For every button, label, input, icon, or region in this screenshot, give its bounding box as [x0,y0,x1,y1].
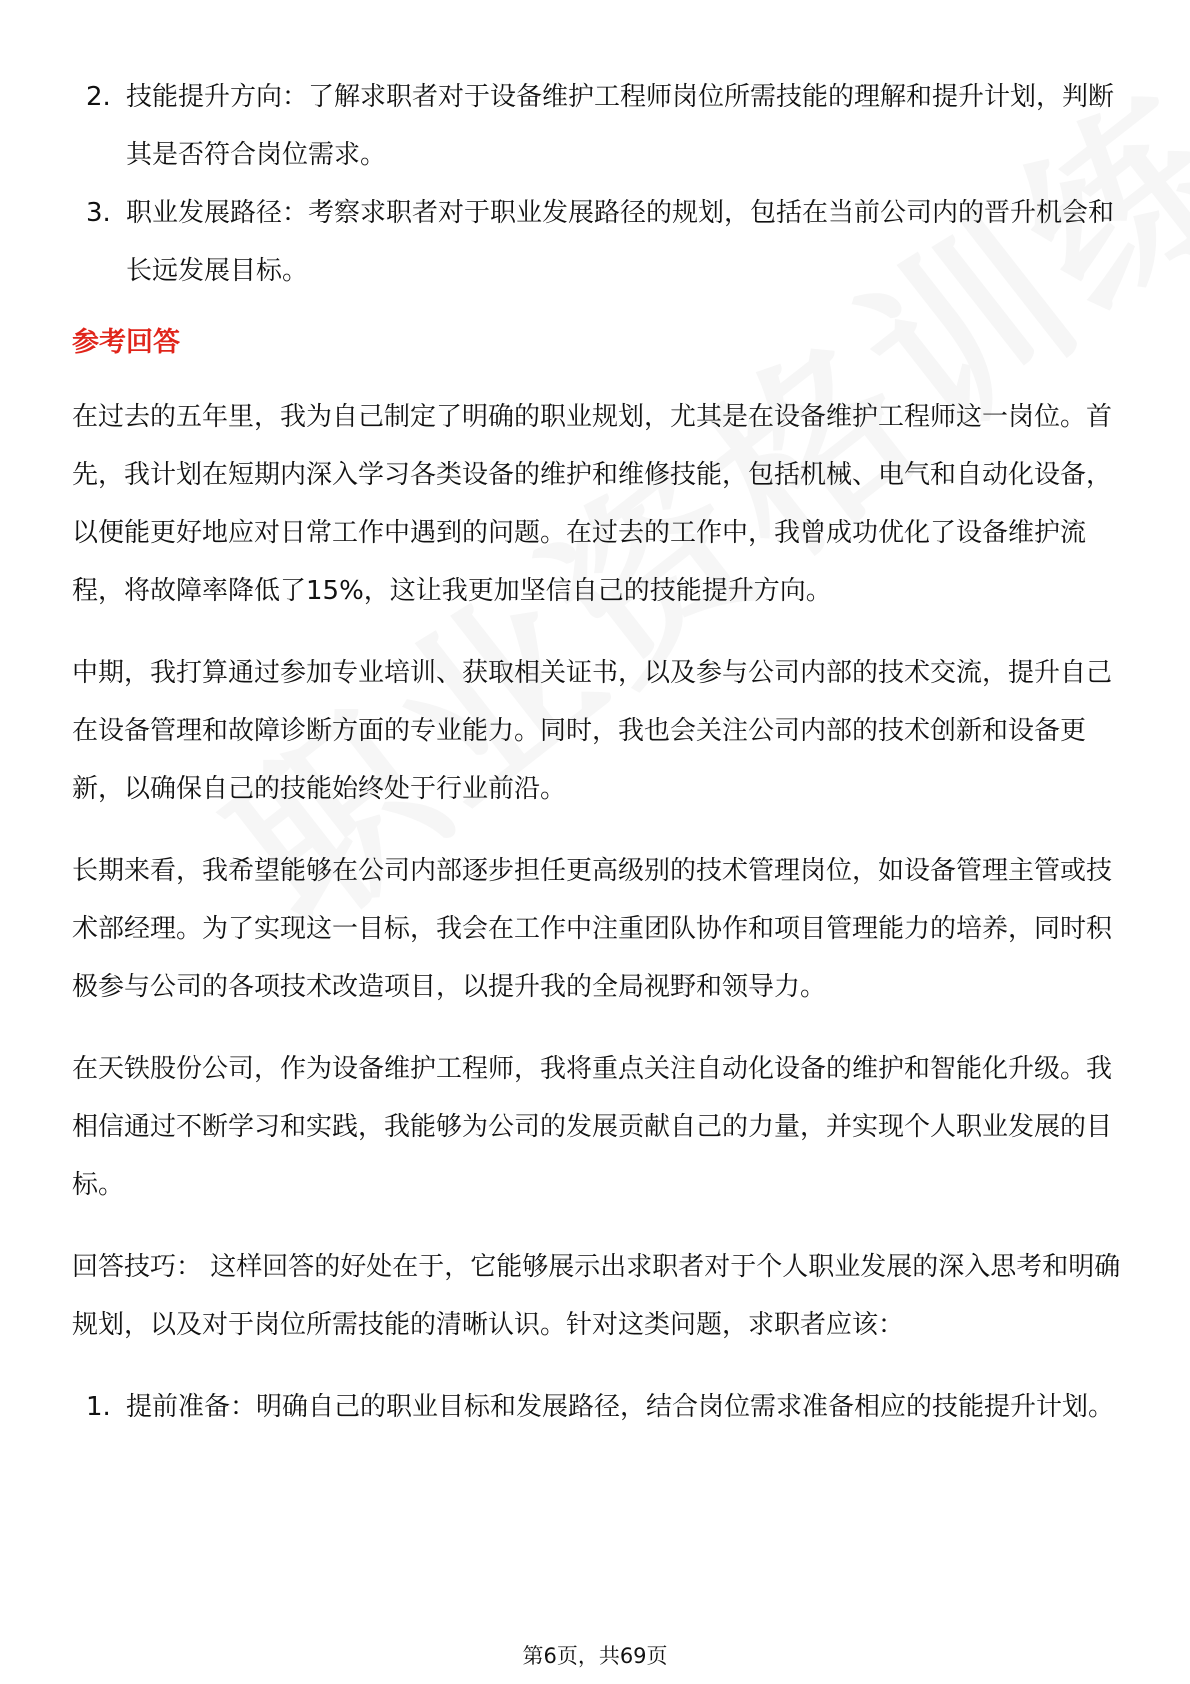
list-number: 2. [86,82,111,112]
page-footer: 第6页，共69页 [522,1644,668,1668]
paragraph: 在过去的五年里，我为自己制定了明确的职业规划，尤其是在设备维护工程师这一岗位。首先，我计划在短期内深入学习各类设备的维护和维修技能，包括机械、电气和自动化设备，以便能更好地应对日常工作中遇到的问题。在过去的工作中，我曾成功优化了设备维护流程，将故障率降低了15%，这让我更加坚信自己的技能提升方向。 [72,402,1113,606]
list-item [72,184,1122,300]
section-title: 参考回答 [72,327,180,358]
paragraph: 长期来看，我希望能够在公司内部逐步担任更高级别的技术管理岗位，如设备管理主管或技术部经理。为了实现这一目标，我会在工作中注重团队协作和项目管理能力的培养，同时积极参与公司的各项技术改造项目，以提升我的全局视野和领导力。 [72,856,1113,1002]
list-number: 3. [86,198,111,228]
list-item-text: 职业发展路径：考察求职者对于职业发展路径的规划，包括在当前公司内的晋升机会和长远发展目标。 [126,198,1115,286]
list-number: 1. [86,1392,111,1422]
list-item [72,68,1122,184]
question-list [72,68,1122,300]
paragraph: 在天铁股份公司，作为设备维护工程师，我将重点关注自动化设备的维护和智能化升级。我相信通过不断学习和实践，我能够为公司的发展贡献自己的力量，并实现个人职业发展的目标。 [72,1054,1113,1200]
list-item [72,1378,1122,1436]
list-item-text: 提前准备：明确自己的职业目标和发展路径，结合岗位需求准备相应的技能提升计划。 [126,1392,1115,1422]
tips-list [72,1378,1122,1436]
answer-tips-paragraph: 回答技巧： 这样回答的好处在于，它能够展示出求职者对于个人职业发展的深入思考和明确规划，以及对于岗位所需技能的清晰认识。针对这类问题，求职者应该： [72,1252,1121,1340]
page-content [72,68,1122,1436]
paragraph: 中期，我打算通过参加专业培训、获取相关证书，以及参与公司内部的技术交流，提升自己在设备管理和故障诊断方面的专业能力。同时，我也会关注公司内部的技术创新和设备更新，以确保自己的技能始终处于行业前沿。 [72,658,1113,804]
list-item-text: 技能提升方向：了解求职者对于设备维护工程师岗位所需技能的理解和提升计划，判断其是否符合岗位需求。 [126,82,1115,170]
